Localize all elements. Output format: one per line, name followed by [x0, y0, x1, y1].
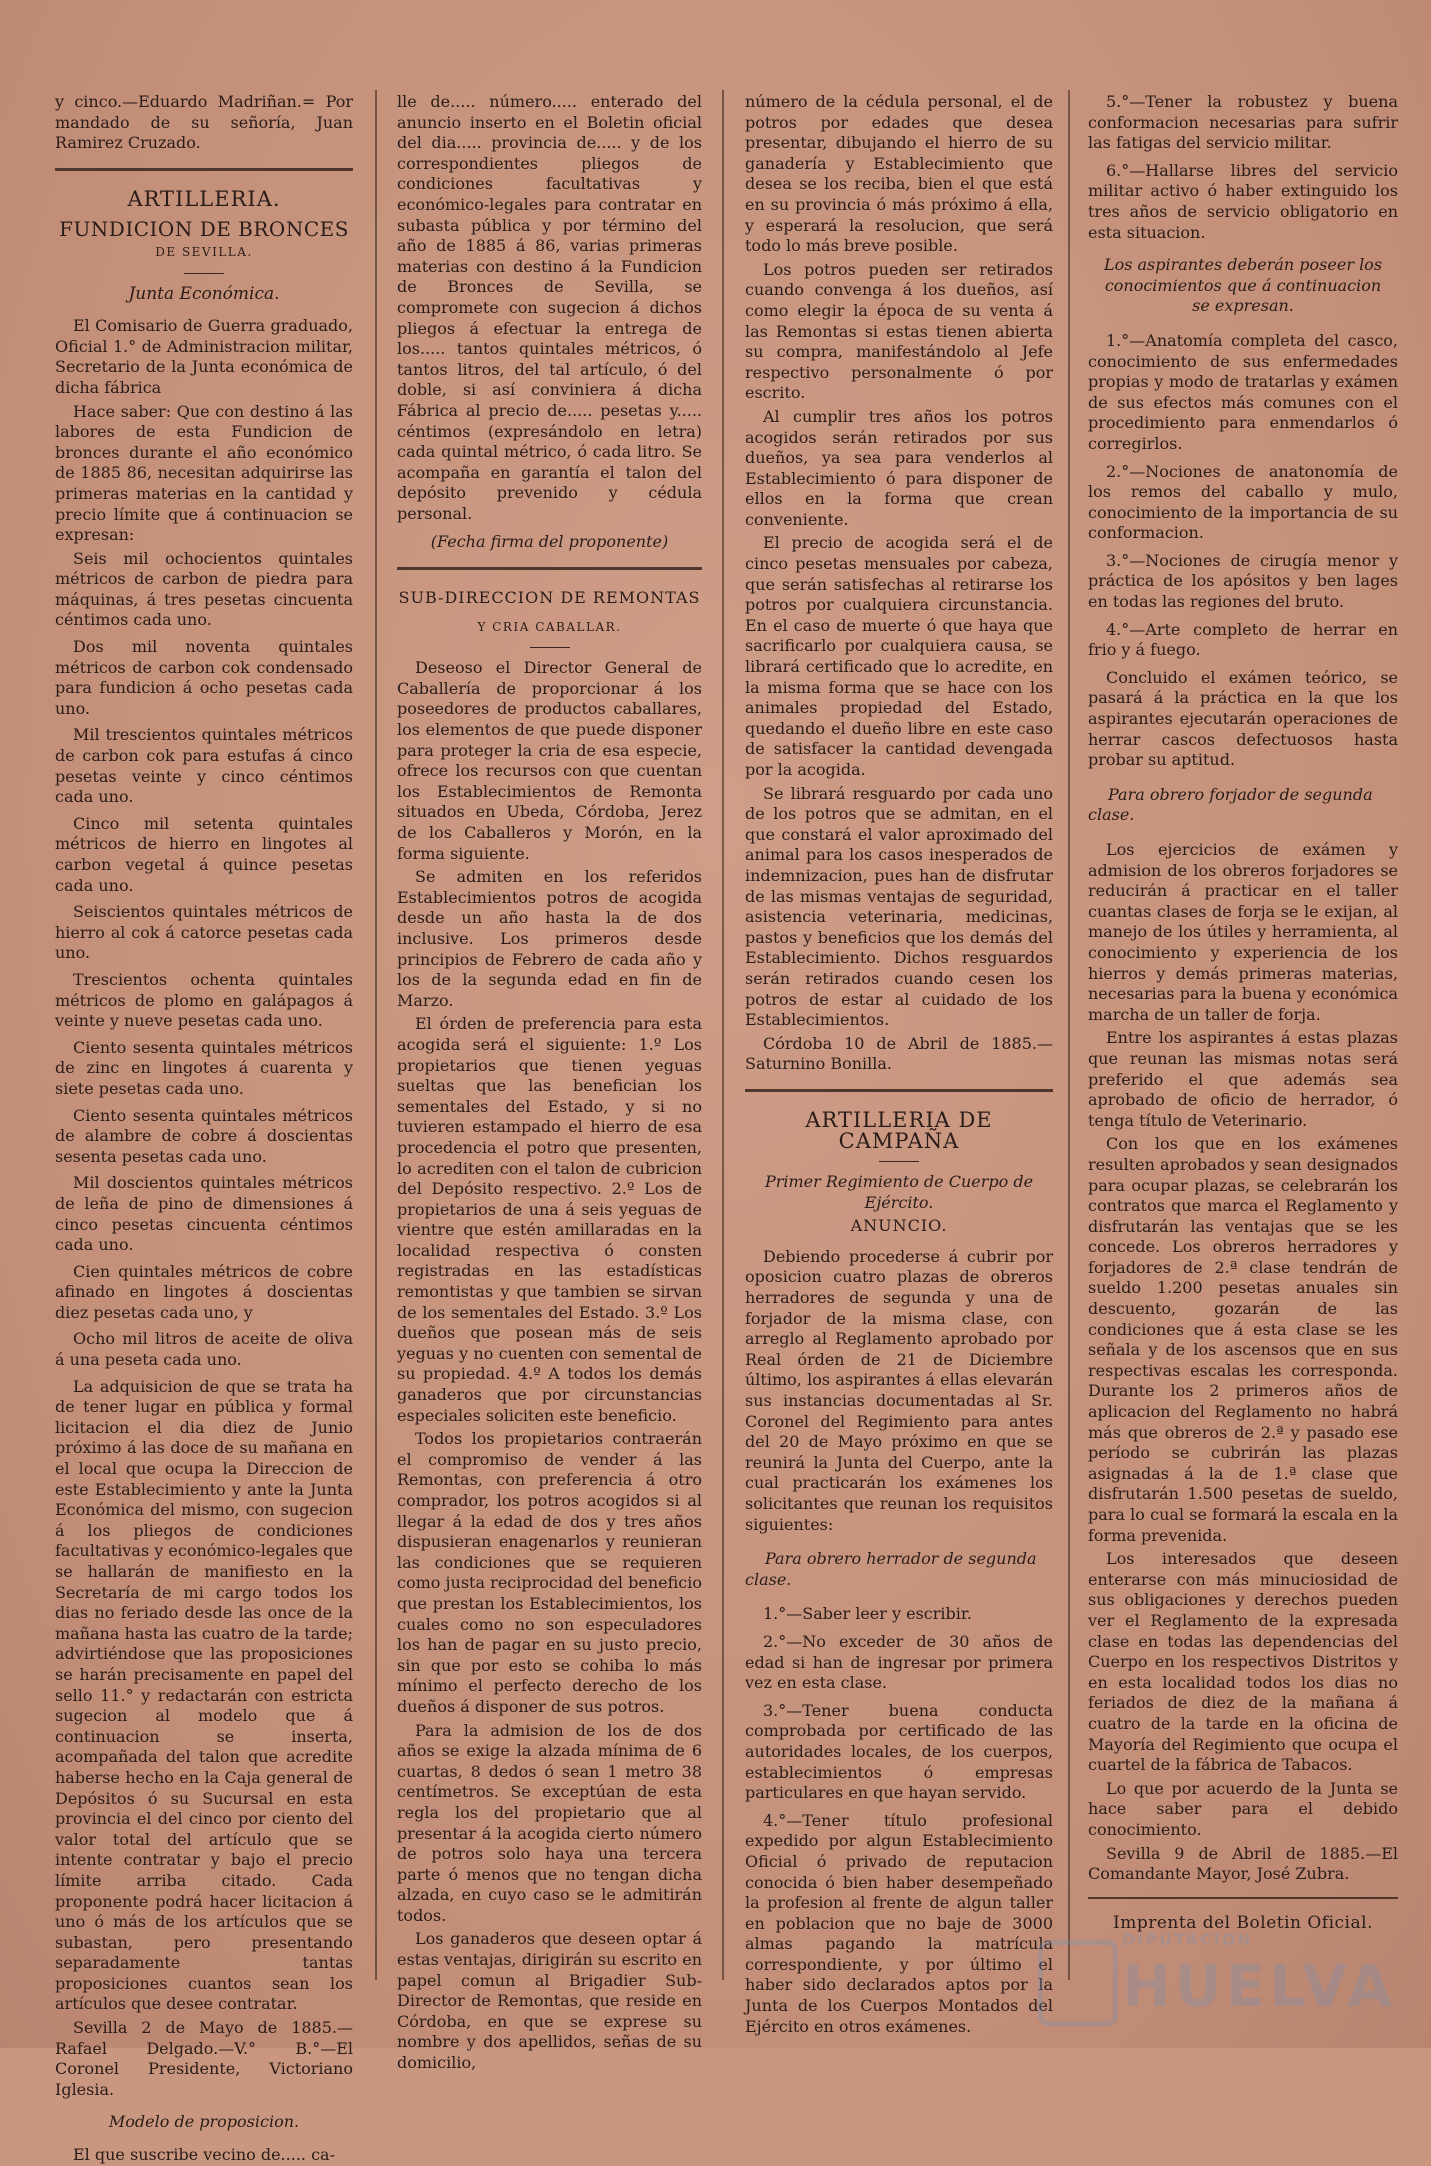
column-divider — [722, 90, 724, 1980]
watermark-stamp — [1030, 1930, 1397, 2025]
fecha-firma: (Fecha firma del proponente) — [430, 532, 669, 552]
modelo-continuation: lle de..... número..... enterado del anuncio inserto en el Boletin oficial del dia..... provincia de..... y de los correspondientes pliegos de condiciones facultativas y económico-legales para contratar en subasta pública y por término del año de 1885 á 86, varias primeras materias con destino á la Fundicion de Bronces de Sevilla, se compromete con sugecion á dichos pliegos á efectuar la entrega de los..... tantos quintales métricos, ó tantos litros, del tal artículo, ó del doble, si así conviniera á dicha Fábrica al precio de..... pesetas y..... céntimos (expresándolo en letra) cada quintal métrico, ó cada litro. Se acompaña en garantía el talon del depósito prevenido y cédula personal. — [397, 92, 702, 523]
column-1 — [55, 92, 353, 2165]
column-divider — [1068, 90, 1070, 1980]
knowledge-list — [1088, 331, 1398, 771]
paragraph: Se librará resguardo por cada uno de los potros que se admitan, en el que constará el valor aproximado del animal para los casos inesperados de indemnizacion, pues han de disfrutar de las mismas ventajas de seguridad, asistencia veterinaria, medicinas, pastos y beneficios que los demás del Establecimiento. Dichos resguardos serán retirados cuando cesen los potros de estar al cuidado de los Establecimientos. — [745, 783, 1053, 1030]
list-item: 4.°—Tener título profesional expedido por algun Establecimiento Oficial ó privado de reputacion conocida ó bien haber desempeñado la profesion al frente de algun taller en poblacion que no baje de 3000 almas pagando la matrícula correspondiente, y por último el haber sido declarados aptos por la Junta de los Cuerpos Montados del Ejército en otros exámenes. — [745, 1810, 1053, 2036]
requirements-list — [1088, 92, 1398, 243]
modelo-start: El que suscribe vecino de..... ca- — [73, 2145, 335, 2165]
section-rule — [55, 168, 353, 171]
regimiento-subheading: Primer Regimiento de Cuerpo de Ejército. — [764, 1172, 1034, 1212]
list-item: Mil trescientos quintales métricos de carbon cok para estufas á cinco pesetas veinte y cinco céntimos cada uno. — [55, 725, 353, 807]
column-2 — [397, 92, 702, 2073]
watermark-text: HUELVA — [1122, 1952, 1397, 2020]
list-item: Dos mil noventa quintales métricos de carbon cok condensado para fundicion á ocho pesetas cada uno. — [55, 637, 353, 718]
list-item: 1.°—Anatomía completa del casco, conocimiento de sus enfermedades propias y modo de tratarlas y exámen de sus efectos más comunes con el procedimiento para enmendarlos ó corregirlos. — [1088, 330, 1398, 453]
paragraph: Lo que por acuerdo de la Junta se hace saber para el debido conocimiento. — [1088, 1778, 1398, 1839]
section-rule — [397, 567, 702, 570]
list-item: 5.°—Tener la robustez y buena conformacion necesarias para sufrir las fatigas del servicio militar. — [1088, 92, 1398, 153]
aspirantes-heading: Los aspirantes deberán poseer los conocimientos que á continuacion se expresan. — [1103, 255, 1383, 316]
list-item: 2.°—No exceder de 30 años de edad si han de ingresar por primera vez en esta clase. — [745, 1631, 1053, 1693]
watermark-subtext: DIPUTACIÓN — [1122, 1930, 1253, 1949]
short-rule — [184, 273, 224, 274]
signature-line: Sevilla 2 de Mayo de 1885.—Rafael Delgado.—V.° B.°—El Coronel Presidente, Victoriano Iglesia. — [55, 2018, 353, 2099]
paragraph: Al cumplir tres años los potros acogidos serán retirados por sus dueños, ya sea para venderlos al Establecimiento ó para disponer de ellos en la forma que crean conveniente. — [745, 406, 1053, 529]
subsection-forjador: Para obrero forjador de segunda clase. — [1088, 784, 1373, 825]
list-item: 2.°—Nociones de anatonomía de los remos del caballo y mulo, conocimiento de la importancia de su conformacion. — [1088, 461, 1398, 543]
list-item: Seis mil ochocientos quintales métricos de carbon de piedra para máquinas, á tres pesetas cincuenta céntimos cada uno. — [55, 548, 353, 630]
list-item: Cien quintales métricos de cobre afinado en lingotes á doscientas diez pesetas cada uno, y — [55, 1261, 353, 1322]
subsection-herrador: Para obrero herrador de segunda clase. — [745, 1549, 1037, 1589]
section-heading-remontas: SUB-DIRECCION DE REMONTAS — [398, 588, 701, 608]
seal-icon — [1038, 1940, 1118, 2026]
paragraph: Todos los propietarios contraerán el compromiso de vender á las Remontas, con preferencia á otro comprador, los potros acogidos si al llegar á la edad de dos y tres años dispusieran enagenarlos y reunieran las condiciones que se requieren como justa reciprocidad del beneficio que prestan los Establecimientos, los cuales como no son especuladores los han de pagar en su justo precio, sin que por esto se cohiba lo más mínimo el perfecto derecho de los dueños á disponer de sus potros. — [397, 1429, 702, 1716]
section-subheading-cria: Y CRIA CABALLAR. — [477, 619, 622, 634]
section-heading-artilleria-campana: ARTILLERIA DE CAMPAÑA — [805, 1107, 993, 1153]
list-item: Ocho mil litros de aceite de oliva á una peseta cada uno. — [55, 1329, 353, 1370]
modelo-heading: Modelo de proposicion. — [108, 2112, 300, 2132]
continuation-text: y cinco.—Eduardo Madriñan.= Por mandado de su señoría, Juan Ramirez Cruzado. — [55, 92, 353, 153]
paragraph: El precio de acogida será el de cinco pesetas mensuales por cabeza, que serán satisfechas al retirarse los potros por cualquiera circunstancia. En el caso de muerte ó que haya que sacrificarlo por cualquiera causa, se librará certificado que lo acredite, en la misma forma que se hace con los animales propiedad del Estado, quedando el dueño libre en este caso de satisfacer la cantidad devengada por la acogida. — [745, 533, 1053, 779]
paragraph: Con los que en los exámenes resulten aprobados y sean designados para ocupar plazas, se celebrarán los contratos que marca el Reglamento y disfrutarán las ventajas que se les concede. Los obreros herradores y forjadores de 2.ª clase tendrán de sueldo 1.200 pesetas anuales sin descuento, gozarán de las condiciones que á esta clase se les señala y de los ascensos que en sus respectivas escalas les corresponda. Durante los 2 primeros años de aplicacion del Reglamento no habrá más que obreros de 2.ª y pasado ese período se cubrirán las plazas asignadas á la de 1.ª clase que disfrutarán 1.500 pesetas de sueldo, para lo cual se formará la escala en la forma prevenida. — [1088, 1134, 1398, 1545]
column-4 — [1088, 92, 1398, 2032]
hace-saber-paragraph: Hace saber: Que con destino á las labores de esta Fundicion de bronces durante el año económico de 1885 86, necesitan adquirirse las primeras materias en la cantidad y precio límite que á continuacion se expresan: — [55, 401, 353, 545]
list-item: Cinco mil setenta quintales métricos de hierro en lingotes al carbon vegetal á quince pesetas cada uno. — [55, 813, 353, 895]
list-item: 6.°—Hallarse libres del servicio militar activo ó haber extinguido los tres años de servicio obligatorio en esta situacion. — [1088, 160, 1398, 242]
paragraph: Los ejercicios de exámen y admision de los obreros forjadores se reducirán á practicar en el taller cuantas clases de forja se le exijan, al manejo de los útiles y herramienta, al conocimiento y experiencia de los hierros y demás primeras materias, necesarias para la buena y económica marcha de un taller de forja. — [1088, 840, 1398, 1024]
intro-paragraph: El Comisario de Guerra graduado, Oficial 1.° de Administracion militar, Secretario de la Junta económica de dicha fábrica — [55, 316, 353, 397]
list-item: Ciento sesenta quintales métricos de zinc en lingotes á cuarenta y siete pesetas cada uno. — [55, 1037, 353, 1098]
column-3 — [745, 92, 1053, 2036]
list-item: 3.°—Tener buena conducta comprobada por certificado de las autoridades locales, de los cuerpos, establecimientos ó empresas particulares en que hayan servido. — [745, 1700, 1053, 1803]
list-item: Mil doscientos quintales métricos de leña de pino de dimensiones á cinco pesetas cincuenta céntimos cada uno. — [55, 1173, 353, 1255]
paragraph: número de la cédula personal, el de potros por edades que desea presentar, dibujando el hierro de su ganadería y Establecimiento que desea se los reciba, bien el que está en su provincia ó más próximo á ella, y esperará la resolucion, que será todo lo más breve posible. — [745, 92, 1053, 256]
paragraph: Los potros pueden ser retirados cuando convenga á los dueños, así como elegir la época de su venta á las Remontas si estas tienen abierta su compra, manifestándolo al Jefe respectivo personalmente ó por escrito. — [745, 259, 1053, 403]
short-rule — [530, 647, 570, 648]
paragraph: Los ganaderos que deseen optar á estas ventajas, dirigirán su escrito en papel comun al Brigadier Sub-Director de Remontas, que reside en Córdoba, en que se exprese su nombre y dos apellidos, señas de su domicilio, — [397, 1929, 702, 2073]
heading-fundicion: FUNDICION DE BRONCES — [59, 217, 349, 242]
section-rule — [745, 1089, 1053, 1092]
anuncio-paragraph: Debiendo procederse á cubrir por oposicion cuatro plazas de obreros herradores de segunda y una de forjador de la misma clase, con arreglo al Reglamento aprobado por Real órden de 21 de Diciembre último, los aspirantes á ellas elevarán sus instancias documentadas al Sr. Coronel del Regimiento para antes del 20 de Mayo próximo en que se reunirá la Junta del Cuerpo, ante la cual practicarán los exámenes los solicitantes que reunan los requisitos siguientes: — [745, 1246, 1053, 1534]
list-item: 3.°—Nociones de cirugía menor y práctica de los apósitos y ben lages en todas las regiones del bruto. — [1088, 550, 1398, 612]
list-item: Trescientos ochenta quintales métricos de plomo en galápagos á veinte y nueve pesetas cada uno. — [55, 969, 353, 1031]
heading-sevilla: DE SEVILLA. — [155, 244, 253, 259]
paragraph: Para la admision de los de dos años se exige la alzada mínima de 6 cuartas, 8 dedos ó sean 1 metro 38 centímetros. Se exceptúan de esta regla los del propietario que al presentar á la acogida cierto número de potros solo haya una tercera parte ó menos que no tengan dicha alzada, en cuyo caso se le admitirán todos. — [397, 1720, 702, 1925]
paragraph: Los interesados que deseen enterarse con más minuciosidad de sus obligaciones y derechos pueden ver el Reglamento de la expresada clase en todas las dependencias del Cuerpo en los respectivos Distritos y en esta localidad todos los dias no feriados de diez de la mañana á cuatro de la tarde en la oficina de Mayoría del Regimiento que ocupa el cuartel de la fábrica de Tabacos. — [1088, 1549, 1398, 1775]
list-item: Ciento sesenta quintales métricos de alambre de cobre á doscientas sesenta pesetas cada uno. — [55, 1105, 353, 1166]
footer-rule — [1088, 1897, 1398, 1899]
signature-line: Sevilla 9 de Abril de 1885.—El Comandante Mayor, José Zubra. — [1088, 1843, 1398, 1884]
list-item: Seiscientos quintales métricos de hierro al cok á catorce pesetas cada uno. — [55, 902, 353, 963]
signature-line: Córdoba 10 de Abril de 1885.—Saturnino Bonilla. — [745, 1033, 1053, 1074]
list-item: 4.°—Arte completo de herrar en frio y á fuego. — [1088, 619, 1398, 660]
heading-junta: Junta Económica. — [128, 283, 280, 304]
requirements-list — [745, 1604, 1053, 2037]
list-item: Concluido el exámen teórico, se pasará á la práctica en la que los aspirantes ejecutarán operaciones de herrar cascos defectuosos hasta probar su aptitud. — [1088, 667, 1398, 770]
paragraph: Deseoso el Director General de Caballería de proporcionar á los poseedores de productos caballares, los elementos de que puede disponer para proteger la cria de esa especie, ofrece los recursos con que cuentan los Establecimientos de Remonta situados en Ubeda, Córdoba, Jerez de los Caballeros y Morón, en la forma siguiente. — [397, 658, 702, 863]
anuncio-heading: ANUNCIO. — [850, 1216, 948, 1236]
column-divider — [375, 90, 377, 1980]
paragraph: El órden de preferencia para esta acogida será el siguiente: 1.º Los propietarios que tienen yeguas sueltas que las benefician los sementales del Estado, y si no tuvieren estampado el hierro de esa procedencia el potro que presenten, lo acrediten con el talon de cubricion del Depósito respectivo. 2.º Los de propietarios de una á seis yeguas de vientre que estén amillaradas en la localidad respectiva ó consten registradas en las estadísticas remontistas y que tambien se sirvan de los sementales del Estado. 3.º Los dueños que posean más de seis yeguas y no cuenten con semental de su propiedad. 4.º A todos los demás ganaderos que por circunstancias especiales soliciten este beneficio. — [397, 1014, 702, 1425]
adquisicion-paragraph: La adquisicion de que se trata ha de tener lugar en pública y formal licitacion el dia diez de Junio próximo á las doce de su mañana en el local que ocupa la Direccion de este Establecimiento y ante la Junta Económica del mismo, con sugecion á los pliegos de condiciones facultativas y económico-legales que se hallarán de manifiesto en la Secretaría de mi cargo todos los dias no feriado desde las once de la mañana hasta las cuatro de la tarde; advirtiéndose que las proposiciones se harán precisamente en papel del sello 11.° y redactarán con estricta sugecion al modelo que á continuacion se inserta, acompañada del talon que acredite haberse hecho en la Caja general de Depósitos ó su Sucursal en esta provincia el del cinco por ciento del valor total del artículo que se intente contratar y bajo el precio límite arriba citado. Cada proponente podrá hacer licitacion á uno ó más de los artículos que se subastan, pero presentando separadamente tantas proposiciones cuantos sean los artículos que desee contratar. — [55, 1376, 353, 2014]
section-heading-artilleria: ARTILLERIA. — [127, 186, 281, 211]
paragraph: Se admiten en los referidos Establecimientos potros de acogida desde un año hasta la de dos inclusive. Los primeros desde principios de Febrero de cada año y los de la segunda edad en fin de Marzo. — [397, 867, 702, 1010]
paragraph: Entre los aspirantes á estas plazas que reunan las mismas notas será preferido el que además sea aprobado de oficio de herrador, ó tenga título de Veterinario. — [1088, 1028, 1398, 1130]
short-rule — [879, 1161, 919, 1162]
imprenta-footer: Imprenta del Boletin Oficial. — [1113, 1912, 1373, 1933]
list-item: 1.°—Saber leer y escribir. — [763, 1604, 972, 1624]
